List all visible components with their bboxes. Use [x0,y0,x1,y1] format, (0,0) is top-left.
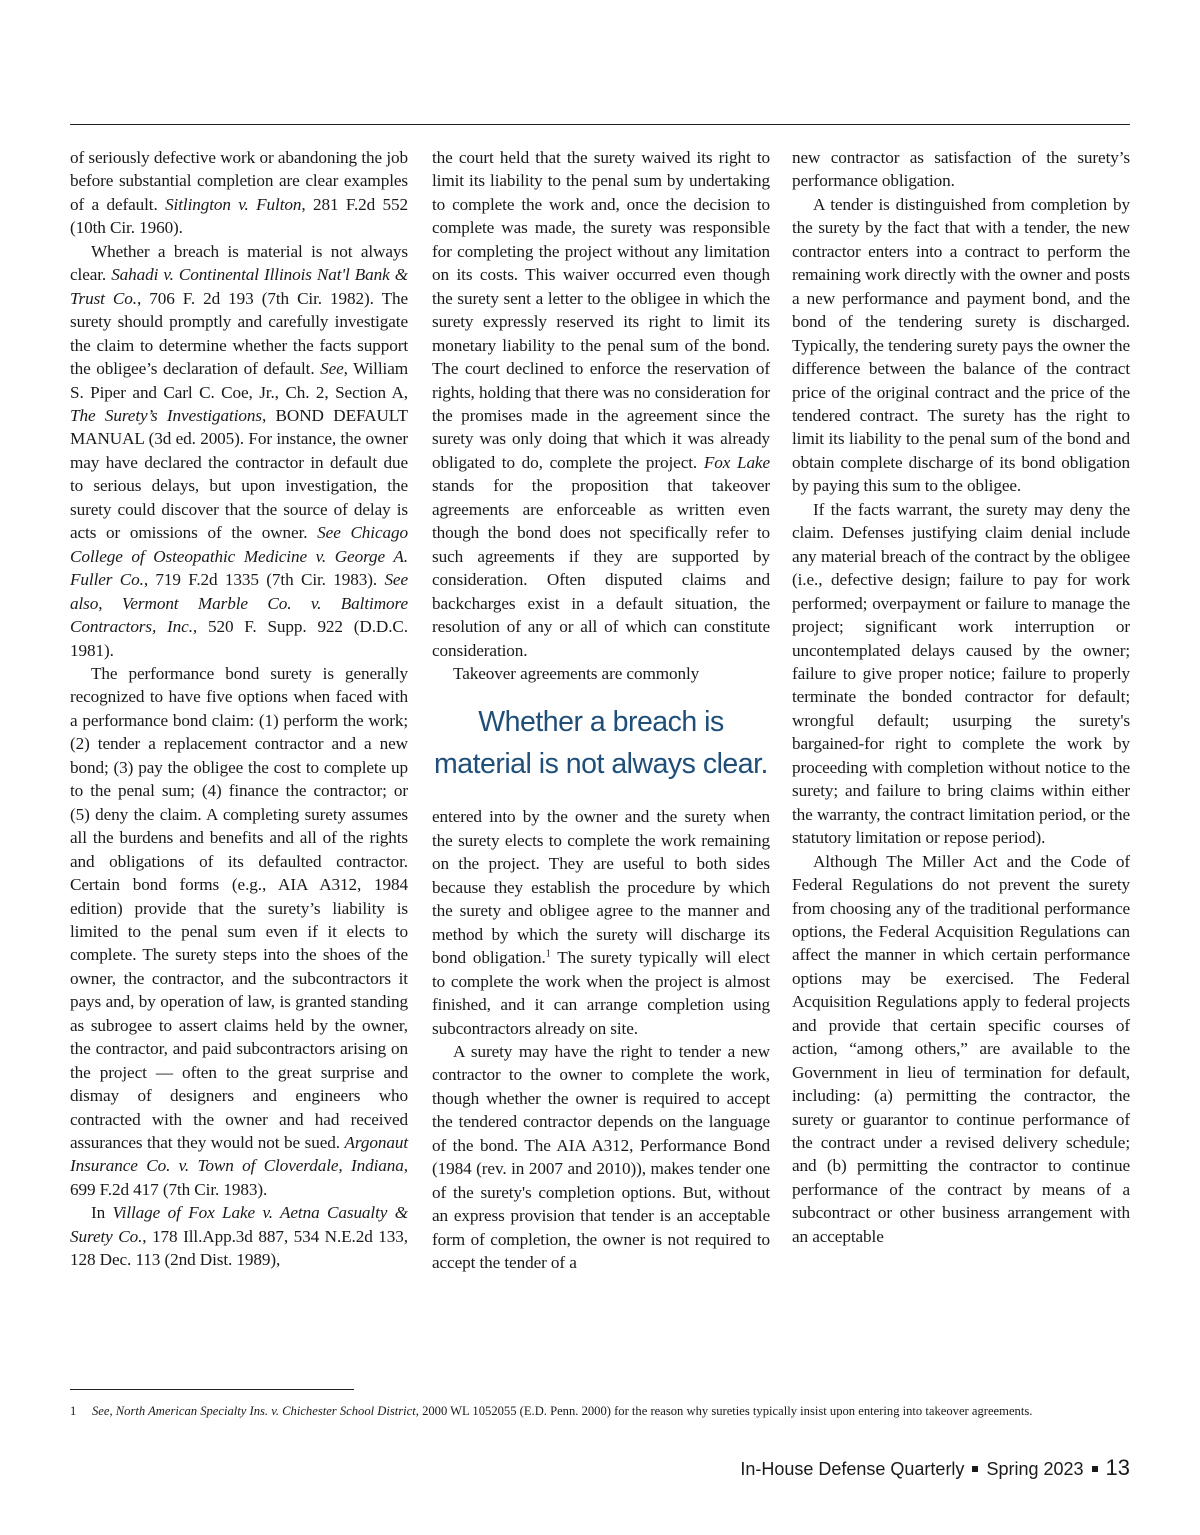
paragraph: In Village of Fox Lake v. Aetna Casualty & Surety Co., 178 Ill.App.3d 887, 534 N.E.2d 133, 128 Dec. 113 (2nd Dist. 1989), [70,1203,408,1270]
paragraph: new contractor as satisfaction of the surety’s performance obligation. [792,148,1130,191]
paragraph: A surety may have the right to tender a new contractor to the owner to complete the work, though whether the owner is required to accept the tendered contractor depends on the language of the bond. The AIA A312, Performance Bond (1984 (rev. in 2007 and 2010)), makes tender one of the surety's completion options. But, without an express provision that tender is an acceptable form of completion, the owner is not required to accept the tender of a [432,1041,770,1273]
column-2 [432,146,770,1274]
column-3 [792,146,1130,1248]
running-footer [740,1455,1130,1481]
footnote-text: See, North American Specialty Ins. v. Chichester School District, 2000 WL 1052055 (E.D. Penn. 2000) for the reason why sureties typically insist upon entering into takeover agreements. [92,1404,1033,1418]
paragraph: of seriously defective work or abandoning the job before substantial completion are clear examples of a default. Sitlington v. Fulton, 281 F.2d 552 (10th Cir. 1960). [70,148,409,238]
page-number: 13 [1105,1455,1130,1480]
pull-quote: Whether a breach is material is not always clear. [434,706,768,781]
footnote [70,1403,1130,1420]
paragraph: Whether a breach is material is not always clear. Sahadi v. Continental Illinois Nat'l Bank & Trust Co., 706 F. 2d 193 (7th Cir. 1982). The surety should promptly and carefully investigate the claim to determine whether the facts support the obligee’s declaration of default. See, William S. Piper and Carl C. Coe, Jr., Ch. 2, Section A, The Surety’s Investigations, BOND DEFAULT MANUAL (3d ed. 2005). For instance, the owner may have declared the contractor in default due to serious delays, but upon investigation, the surety could discover that the source of delay is acts or omissions of the owner. See Chicago College of Osteopathic Medicine v. George A. Fuller Co., 719 F.2d 1335 (7th Cir. 1983). See also, Vermont Marble Co. v. Baltimore Contractors, Inc., 520 F. Supp. 922 (D.D.C. 1981). [70,241,409,660]
paragraph: The performance bond surety is generally recognized to have five options when faced with a performance bond claim: (1) perform the work; (2) tender a replacement contractor and a new bond; (3) pay the obligee the cost to complete up to the penal sum; (4) finance the contractor; or (5) deny the claim. A completing surety assumes all the burdens and benefits and all of the rights and obligations of its defaulted contractor. Certain bond forms (e.g., AIA A312, 1984 edition) provide that the surety’s liability is limited to the penal sum even if it elects to complete. The surety steps into the shoes of the owner, the contractor, and the subcontractors it pays and, by operation of law, is granted standing as subrogee to assert claims held by the owner, the contractor, and paid subcontractors arising on the project — often to the great surprise and dismay of designers and engineers who contracted with the owner and had received assurances that they would not be sued. Argonaut Insurance Co. v. Town of Cloverdale, Indiana, 699 F.2d 417 (7th Cir. 1983). [70,663,408,1199]
paragraph: entered into by the owner and the surety when the surety elects to complete the work remaining on the project. They are useful to both sides because they establish the procedure by which the surety and obligee agree to the manner and method by which the surety will discharge its bond obligation.$^1$ The surety typically will elect to complete the work when the project is almost finished, and it can arrange completion using subcontractors already on site. [432,807,770,1038]
paragraph: Although The Miller Act and the Code of Federal Regulations do not prevent the surety from choosing any of the traditional performance options, the Federal Acquisition Regulations can affect the manner in which certain performance options may be exercised. The Federal Acquisition Regulations apply to federal projects and provide that certain specific courses of action, “among others,” are available to the Government in lieu of termination for default, including: (a) permitting the contractor, the surety or guarantor to continue performance of the contract under a revised delivery schedule; and (b) permitting the contractor to continue performance of the contract by means of a subcontract or other business arrangement with an acceptable [792,851,1130,1246]
top-rule [70,124,1130,125]
paragraph: A tender is distinguished from completion by the surety by the fact that with a tender, the new contractor enters into a contract to perform the remaining work directly with the owner and posts a new performance and payment bond, and the bond of the tendering surety is discharged. Typically, the tendering surety pays the owner the difference between the balance of the contract price of the original contract and the price of the tendered contract. The surety has the right to limit its liability to the penal sum of the bond and obtain complete discharge of its bond obligation by paying this sum to the obligee. [792,194,1130,496]
publication-name: In-House Defense Quarterly [740,1459,965,1479]
separator-square-icon [1092,1466,1098,1472]
paragraph: If the facts warrant, the surety may deny the claim. Defenses justifying claim denial include any material breach of the contract by the obligee (i.e., defective design; failure to pay for work performed; overpayment or failure to manage the project; significant work interruption or uncontemplated delays caused by the owner; failure to give proper notice; failure to properly terminate the bonded contractor for default; wrongful default; usurping the surety's bargained-for right to complete the work by proceeding with completion without notice to the surety; and failure to bring claims within either the warranty, the contract limitation period, or the statutory limitation or repose period). [792,499,1130,848]
separator-square-icon [972,1466,978,1472]
paragraph: the court held that the surety waived its right to limit its liability to the penal sum by undertaking to complete the work and, once the decision to complete was made, the surety was responsible for completing the project without any limitation on its costs. This waiver occurred even though the surety sent a letter to the obligee in which the surety expressly reserved its right to limit its monetary liability to the penal sum of the bond. The court declined to enforce the reservation of rights, holding that there was no consideration for the promises made in the agreement since the surety was only doing that which it was already obligated to do, complete the project. Fox Lake stands for the proposition that takeover agreements are enforceable as written even though the bond does not specifically refer to such agreements if they are supported by consideration. Often disputed claims and backcharges exist in a default situation, the resolution of any or all of which can constitute consideration. [432,148,770,660]
issue-label: Spring 2023 [986,1459,1084,1479]
paragraph: Takeover agreements are commonly [453,663,700,683]
column-1 [70,146,408,1272]
footnote-number: 1 [70,1404,77,1418]
footnote-rule [70,1389,354,1390]
